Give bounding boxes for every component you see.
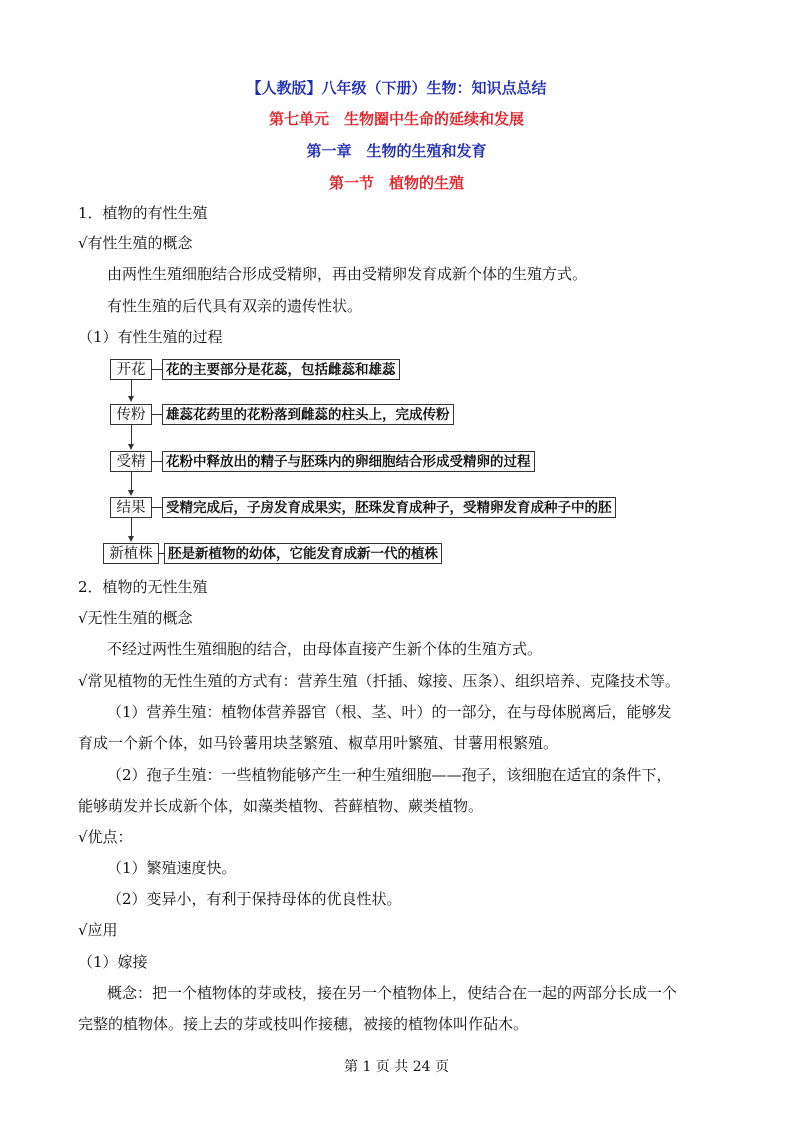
common-methods: √常见植物的无性生殖的方式有：营养生殖（扦插、嫁接、压条）、组织培养、克隆技术等。 <box>78 672 681 690</box>
asexual-concept-text: 不经过两性生殖细胞的结合，由母体直接产生新个体的生殖方式。 <box>107 640 543 658</box>
application-head: √应用 <box>78 921 118 939</box>
advantages-head: √优点： <box>78 828 133 846</box>
asexual-concept-head: √无性生殖的概念 <box>78 609 193 627</box>
advantage-1: （1）繁殖速度快。 <box>107 859 237 877</box>
unit-title: 第七单元 生物圈中生命的延续和发展 <box>268 110 524 128</box>
flow-desc-fruiting: 受精完成后，子房发育成果实，胚珠发育成种子，受精卵发育成种子中的胚 <box>162 497 616 518</box>
flow-label-pollination: 传粉 <box>110 404 152 425</box>
chapter-title: 第一章 生物的生殖和发育 <box>306 142 487 160</box>
sexual-concept-head: √有性生殖的概念 <box>78 234 193 252</box>
vegetative-line-2: 育成一个新个体，如马铃薯用块茎繁殖、椒草用叶繁殖、甘薯用根繁殖。 <box>78 734 559 752</box>
flow-desc-new-plant: 胚是新植物的幼体，它能发育成新一代的植株 <box>164 543 442 564</box>
heading-asexual-reproduction: 2．植物的无性生殖 <box>78 578 208 596</box>
grafting-line-1: 概念：把一个植物体的芽或枝，接在另一个植物体上，使结合在一起的两部分长成一个 <box>107 984 678 1002</box>
spore-line-2: 能够萌发并长成新个体，如藻类植物、苔藓植物、蕨类植物。 <box>78 797 484 815</box>
spore-line-1: （2）孢子生殖：一些植物能够产生一种生殖细胞——孢子，该细胞在适宜的条件下， <box>107 766 672 784</box>
advantage-2: （2）变异小，有利于保持母体的优良性状。 <box>107 890 402 908</box>
flow-desc-fertilization: 花粉中释放出的精子与胚珠内的卵细胞结合形成受精卵的过程 <box>162 451 535 472</box>
flow-desc-flowering: 花的主要部分是花蕊，包括雌蕊和雄蕊 <box>162 359 400 380</box>
sexual-concept-text-2: 有性生殖的后代具有双亲的遗传性状。 <box>107 297 363 315</box>
flow-label-new-plant: 新植株 <box>103 543 159 564</box>
flow-label-fertilization: 受精 <box>110 451 152 472</box>
flow-label-flowering: 开花 <box>110 359 152 380</box>
section-title: 第一节 植物的生殖 <box>328 174 464 192</box>
grafting-line-2: 完整的植物体。接上去的芽或枝叫作接穗，被接的植物体叫作砧木。 <box>78 1015 529 1033</box>
page-number: 第 1 页 共 24 页 <box>344 1059 449 1075</box>
process-head: （1）有性生殖的过程 <box>78 328 223 346</box>
sexual-concept-text-1: 由两性生殖细胞结合形成受精卵，再由受精卵发育成新个体的生殖方式。 <box>107 265 588 283</box>
vegetative-line-1: （1）营养生殖：植物体营养器官（根、茎、叶）的一部分，在与母体脱离后，能够发 <box>107 703 672 721</box>
flow-desc-pollination: 雄蕊花药里的花粉落到雌蕊的柱头上，完成传粉 <box>162 404 454 425</box>
heading-sexual-reproduction: 1．植物的有性生殖 <box>78 204 208 222</box>
document-title: 【人教版】八年级（下册）生物：知识点总结 <box>246 79 547 97</box>
grafting-head: （1）嫁接 <box>78 953 148 971</box>
flow-label-fruiting: 结果 <box>110 497 152 518</box>
